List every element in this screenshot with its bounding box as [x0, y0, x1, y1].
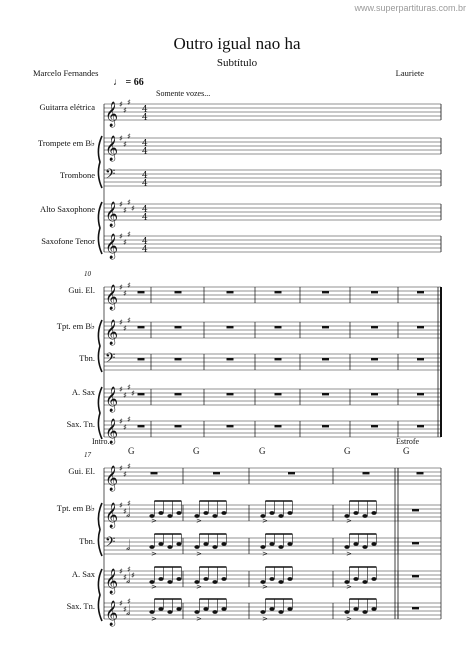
sharp-sign: ♯ — [127, 132, 131, 141]
note-head — [221, 577, 226, 581]
note-head — [371, 607, 376, 611]
note-head — [212, 545, 217, 549]
whole-rest — [371, 358, 378, 360]
instrument-abbr-tenor-sax: Sax. Tn. — [66, 601, 95, 611]
whole-rest — [322, 358, 329, 360]
whole-rest — [138, 425, 145, 427]
score-title: Outro igual nao ha — [173, 34, 301, 53]
sharp-sign: ♯ — [123, 470, 127, 479]
time-signature: 4 — [142, 179, 148, 189]
treble-clef: 𝄞 — [105, 503, 119, 528]
note-head — [344, 610, 349, 614]
note-head — [167, 514, 172, 518]
performance-direction: Somente vozes... — [156, 89, 211, 98]
sharp-sign: ♯ — [119, 599, 123, 608]
note-head — [278, 610, 283, 614]
whole-rest — [275, 393, 282, 395]
bass-clef: 𝄢 — [105, 534, 116, 553]
note-head — [221, 511, 226, 515]
note-head — [353, 607, 358, 611]
note-head — [287, 542, 292, 546]
whole-rest — [175, 326, 182, 328]
staff-bracket — [98, 503, 102, 556]
sharp-sign: ♯ — [123, 238, 127, 247]
sharp-sign: ♯ — [119, 417, 123, 426]
sharp-sign: ♯ — [119, 283, 123, 292]
note-head — [149, 545, 154, 549]
whole-rest — [138, 291, 145, 293]
sharp-sign: ♯ — [127, 98, 131, 107]
whole-rest — [417, 472, 424, 474]
instrument-abbr-alto-sax: A. Sax — [71, 569, 95, 579]
treble-clef: 𝄞 — [105, 136, 119, 161]
bass-clef: 𝄢 — [105, 166, 116, 185]
note-head — [176, 607, 181, 611]
whole-rest — [175, 291, 182, 293]
time-signature: 4 — [142, 105, 148, 115]
sharp-sign: ♯ — [123, 423, 127, 432]
chord-symbol: G — [259, 446, 266, 456]
whole-rest — [417, 291, 424, 293]
note-head — [167, 610, 172, 614]
time-signature: 4 — [142, 237, 148, 247]
whole-rest — [371, 291, 378, 293]
sharp-sign: ♯ — [127, 198, 131, 207]
treble-clef: 𝄞 — [105, 202, 119, 227]
sharp-sign: ♯ — [119, 464, 123, 473]
chord-symbol: G — [403, 446, 410, 456]
sharp-sign: ♯ — [123, 605, 127, 614]
whole-rest — [412, 607, 419, 609]
score-subtitle: Subtítulo — [216, 57, 258, 69]
whole-rest — [175, 393, 182, 395]
accent: > — [346, 550, 352, 558]
note-head — [362, 610, 367, 614]
note-head — [194, 610, 199, 614]
note-head — [287, 577, 292, 581]
note-head — [353, 577, 358, 581]
instrument-abbr-alto-sax: A. Sax — [71, 387, 95, 397]
accent: > — [151, 517, 157, 525]
note-head — [362, 580, 367, 584]
sharp-sign: ♯ — [123, 391, 127, 400]
note-head — [167, 545, 172, 549]
note-head — [362, 514, 367, 518]
note-head — [149, 610, 154, 614]
time-signature: 4 — [142, 245, 148, 255]
whole-rest — [412, 575, 419, 577]
note-head — [221, 542, 226, 546]
whole-rest — [151, 472, 158, 474]
accent: > — [151, 583, 157, 591]
instrument-abbr-tenor-sax: Sax. Tn. — [66, 419, 95, 429]
note-head — [344, 545, 349, 549]
treble-clef: 𝄞 — [105, 102, 119, 127]
instrument-name-alto-sax: Alto Saxophone — [39, 204, 95, 214]
whole-rest — [275, 358, 282, 360]
whole-rest — [371, 326, 378, 328]
note-head — [278, 580, 283, 584]
staff-bracket — [98, 202, 102, 254]
note-head — [287, 511, 292, 515]
treble-clef: 𝄞 — [105, 387, 119, 412]
whole-rest — [275, 291, 282, 293]
note-head — [260, 610, 265, 614]
whole-rest — [322, 425, 329, 427]
accent: > — [151, 550, 157, 558]
sharp-sign: ♯ — [123, 289, 127, 298]
treble-clef: 𝄞 — [105, 466, 119, 491]
whole-rest — [363, 472, 370, 474]
note-head — [158, 607, 163, 611]
sharp-sign: ♯ — [123, 573, 127, 582]
whole-rest — [275, 326, 282, 328]
whole-rest — [138, 326, 145, 328]
chord-symbol: G — [128, 446, 135, 456]
half-note: 𝅗𝅥 — [126, 603, 131, 619]
sharp-sign: ♯ — [127, 499, 131, 508]
sharp-sign: ♯ — [119, 385, 123, 394]
note-head — [176, 577, 181, 581]
sharp-sign: ♯ — [131, 204, 135, 213]
staff-bracket — [98, 136, 102, 188]
sharp-sign: ♯ — [127, 383, 131, 392]
sharp-sign: ♯ — [123, 507, 127, 516]
note-head — [212, 514, 217, 518]
whole-rest — [322, 393, 329, 395]
half-note: 𝅗𝅥 — [126, 505, 131, 521]
instrument-name-tenor-sax: Saxofone Tenor — [41, 236, 95, 246]
note-head — [212, 610, 217, 614]
whole-rest — [227, 326, 234, 328]
sharp-sign: ♯ — [127, 415, 131, 424]
sharp-sign: ♯ — [127, 565, 131, 574]
accent: > — [196, 517, 202, 525]
treble-clef: 𝄞 — [105, 285, 119, 310]
instrument-name-guitar: Guitarra elétrica — [39, 102, 95, 112]
whole-rest — [417, 326, 424, 328]
accent: > — [346, 615, 352, 623]
accent: > — [196, 550, 202, 558]
note-head — [353, 511, 358, 515]
instrument-abbr-guitar: Gui. El. — [68, 466, 95, 476]
note-head — [371, 542, 376, 546]
note-head — [203, 542, 208, 546]
note-head — [221, 607, 226, 611]
treble-clef: 𝄞 — [105, 234, 119, 259]
instrument-abbr-trombone: Tbn. — [79, 536, 95, 546]
staff-bracket — [98, 320, 102, 372]
measure-number: 10 — [84, 270, 91, 278]
note-head — [278, 514, 283, 518]
note-head — [212, 580, 217, 584]
whole-rest — [213, 472, 220, 474]
instrument-abbr-guitar: Gui. El. — [68, 285, 95, 295]
sharp-sign: ♯ — [127, 281, 131, 290]
time-signature: 4 — [142, 147, 148, 157]
sharp-sign: ♯ — [119, 134, 123, 143]
note-head — [194, 545, 199, 549]
staff-bracket — [98, 569, 102, 621]
whole-rest — [138, 393, 145, 395]
accent: > — [196, 615, 202, 623]
note-head — [176, 542, 181, 546]
sharp-sign: ♯ — [119, 200, 123, 209]
note-head — [269, 607, 274, 611]
note-head — [176, 511, 181, 515]
whole-rest — [412, 509, 419, 511]
whole-rest — [371, 425, 378, 427]
whole-rest — [322, 326, 329, 328]
sharp-sign: ♯ — [131, 571, 135, 580]
whole-rest — [417, 425, 424, 427]
accent: > — [262, 615, 268, 623]
sharp-sign: ♯ — [127, 597, 131, 606]
tempo-marking: ♩ = 66 — [113, 77, 144, 88]
sharp-sign: ♯ — [119, 567, 123, 576]
time-signature: 4 — [142, 213, 148, 223]
chord-symbol: G — [344, 446, 351, 456]
rehearsal-estrofe: Estrofe — [396, 437, 420, 446]
note-head — [353, 542, 358, 546]
note-head — [269, 511, 274, 515]
note-head — [158, 511, 163, 515]
whole-rest — [288, 472, 295, 474]
sharp-sign: ♯ — [127, 462, 131, 471]
time-signature: 4 — [142, 205, 148, 215]
note-head — [371, 577, 376, 581]
sharp-sign: ♯ — [123, 206, 127, 215]
bass-clef: 𝄢 — [105, 350, 116, 369]
half-note: 𝅗𝅥 — [126, 538, 131, 554]
whole-rest — [417, 393, 424, 395]
staff-bracket — [98, 387, 102, 439]
whole-rest — [227, 358, 234, 360]
treble-clef: 𝄞 — [105, 601, 119, 626]
whole-rest — [175, 358, 182, 360]
whole-rest — [417, 358, 424, 360]
sharp-sign: ♯ — [119, 318, 123, 327]
note-head — [203, 511, 208, 515]
sharp-sign: ♯ — [123, 106, 127, 115]
accent: > — [346, 583, 352, 591]
half-note: 𝅗𝅥 — [126, 571, 131, 587]
sharp-sign: ♯ — [119, 232, 123, 241]
note-head — [203, 607, 208, 611]
accent: > — [196, 583, 202, 591]
sharp-sign: ♯ — [119, 501, 123, 510]
treble-clef: 𝄞 — [105, 419, 119, 444]
time-signature: 4 — [142, 113, 148, 123]
whole-rest — [227, 425, 234, 427]
note-head — [158, 577, 163, 581]
sharp-sign: ♯ — [123, 324, 127, 333]
note-head — [269, 577, 274, 581]
sharp-sign: ♯ — [131, 389, 135, 398]
sharp-sign: ♯ — [123, 140, 127, 149]
whole-rest — [275, 425, 282, 427]
note-head — [278, 545, 283, 549]
note-head — [362, 545, 367, 549]
whole-rest — [412, 542, 419, 544]
treble-clef: 𝄞 — [105, 569, 119, 594]
note-head — [260, 545, 265, 549]
treble-clef: 𝄞 — [105, 320, 119, 345]
whole-rest — [227, 393, 234, 395]
accent: > — [262, 517, 268, 525]
accent: > — [262, 550, 268, 558]
accent: > — [151, 615, 157, 623]
note-head — [167, 580, 172, 584]
whole-rest — [227, 291, 234, 293]
note-head — [269, 542, 274, 546]
note-head — [203, 577, 208, 581]
watermark: www.superpartituras.com.br — [354, 3, 466, 13]
sharp-sign: ♯ — [119, 100, 123, 109]
time-signature: 4 — [142, 171, 148, 181]
whole-rest — [175, 425, 182, 427]
whole-rest — [138, 358, 145, 360]
arranger: Lauriete — [395, 68, 424, 78]
note-head — [287, 607, 292, 611]
whole-rest — [371, 393, 378, 395]
sharp-sign: ♯ — [127, 316, 131, 325]
whole-rest — [322, 291, 329, 293]
instrument-abbr-trumpet: Tpt. em B♭ — [56, 321, 95, 331]
note-head — [371, 511, 376, 515]
accent: > — [346, 517, 352, 525]
instrument-abbr-trumpet: Tpt. em B♭ — [56, 503, 95, 513]
note-head — [158, 542, 163, 546]
instrument-name-trumpet: Trompete em B♭ — [37, 138, 95, 148]
instrument-name-trombone: Trombone — [59, 170, 95, 180]
instrument-abbr-trombone: Tbn. — [79, 353, 95, 363]
accent: > — [262, 583, 268, 591]
time-signature: 4 — [142, 139, 148, 149]
chord-symbol: G — [193, 446, 200, 456]
composer: Marcelo Fernandes — [33, 68, 99, 78]
measure-number: 17 — [84, 451, 91, 459]
sharp-sign: ♯ — [127, 230, 131, 239]
rehearsal-intro: Intro. — [92, 437, 110, 446]
